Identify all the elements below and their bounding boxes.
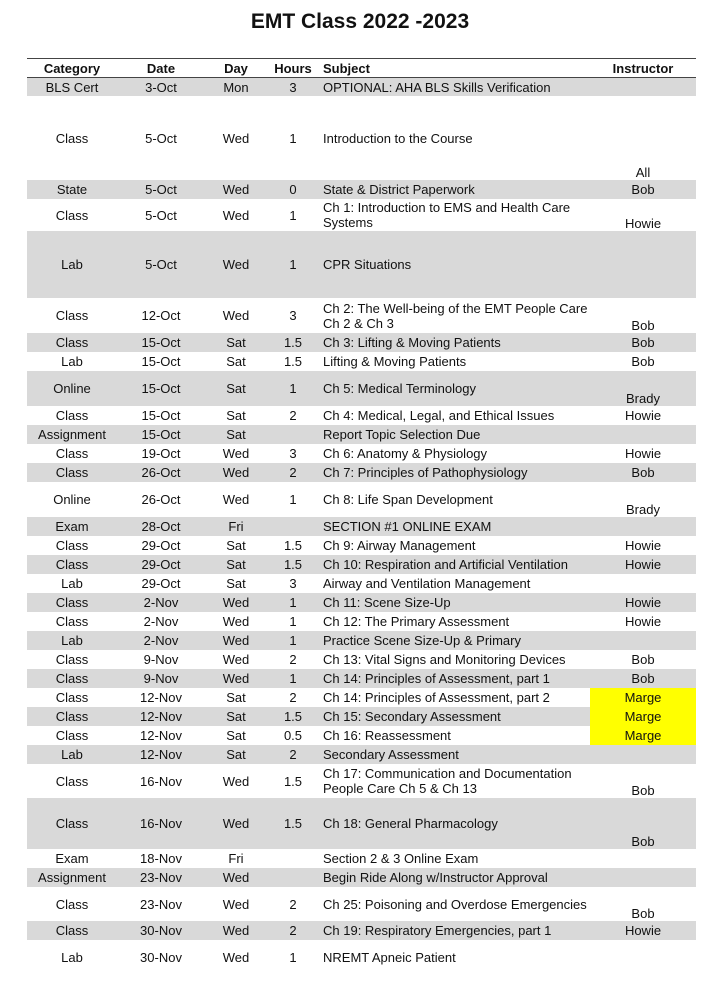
table-row [27,868,696,887]
cell-instructor [590,849,696,868]
cell-day: Wed [205,463,267,482]
cell-day: Mon [205,78,267,97]
table-row [27,650,696,669]
cell-category: Exam [27,517,117,536]
cell-hours: 1.5 [283,354,303,369]
table-row [27,798,696,849]
cell-category: State [27,180,117,199]
cell-subject: Ch 10: Respiration and Artificial Ventilation [319,555,590,574]
cell-category: Class [55,130,89,146]
cell-subject: Ch 14: Principles of Assessment, part 1 [319,669,590,688]
table-row [27,199,696,231]
cell-date: 3-Oct [117,78,205,97]
cell-category: Online [53,492,91,507]
table-row [27,669,696,688]
cell-instructor: Howie [624,408,662,423]
cell-hours: 1.5 [283,538,303,553]
cell-day: Sat [205,555,267,574]
cell-hours: 1 [267,669,319,688]
cell-date: 18-Nov [140,851,182,866]
cell-category: Assignment [27,425,117,444]
cell-instructor [590,631,696,650]
cell-date: 2-Nov [117,631,205,650]
table-row [27,517,696,536]
cell-subject: State & District Paperwork [319,180,590,199]
cell-subject: Ch 17: Communication and Documentation People Care Ch 5 & Ch 13 [323,766,572,796]
cell-subject: Ch 9: Airway Management [323,538,476,553]
cell-hours [267,868,319,887]
cell-hours [267,517,319,536]
cell-day: Wed [222,896,250,912]
cell-category: Class [27,669,117,688]
cell-day: Wed [205,921,267,940]
cell-hours: 3 [289,576,297,591]
cell-category: Online [27,371,117,406]
table-row [27,764,696,798]
cell-instructor: Marge [590,688,696,707]
cell-day: Sat [205,745,267,764]
header-subject: Subject [319,59,590,78]
cell-day: Wed [205,593,267,612]
cell-subject: Ch 2: The Well-being of the EMT People Care Ch 2 & Ch 3 [323,300,588,331]
cell-category: Class [55,728,89,743]
table-row [27,425,696,444]
cell-category: Class [55,538,89,553]
page-title: EMT Class 2022 -2023 [250,10,470,33]
cell-instructor: Marge [590,707,696,726]
table-row [27,593,696,612]
cell-category: Class [27,798,117,849]
cell-day: Sat [205,707,267,726]
cell-instructor: Marge [590,726,696,745]
cell-date: 2-Nov [143,614,179,629]
cell-subject: CPR Situations [319,231,590,298]
cell-hours: 3 [289,446,297,461]
cell-date: 12-Nov [117,745,205,764]
cell-day: Wed [222,773,250,789]
cell-subject: Ch 1: Introduction to EMS and Health Care Systems [323,200,571,230]
table-row [27,940,696,974]
cell-subject: Ch 7: Principles of Pathophysiology [319,463,590,482]
cell-category: Lab [61,354,83,369]
cell-day: Sat [226,728,246,743]
cell-subject: Ch 18: General Pharmacology [319,798,590,849]
table-row [27,463,696,482]
cell-hours: 1.5 [267,333,319,352]
cell-subject: Ch 6: Anatomy & Physiology [323,446,488,461]
cell-instructor: Bob [590,798,696,849]
cell-category: Lab [27,231,117,298]
cell-instructor [590,574,696,593]
cell-instructor [590,868,696,887]
cell-hours: 1 [267,231,319,298]
cell-category: Class [55,446,89,461]
table-row [27,96,696,180]
cell-day: Wed [222,308,250,323]
cell-date: 26-Oct [141,492,181,507]
table-row [27,536,696,555]
cell-hours: 2 [289,896,297,912]
cell-category: Lab [61,576,83,591]
cell-day: Wed [222,130,250,146]
cell-category: Class [27,463,117,482]
cell-instructor: Bob [590,669,696,688]
cell-category: Lab [61,949,83,965]
cell-day: Wed [205,669,267,688]
cell-day: Wed [205,631,267,650]
cell-date: 15-Oct [141,408,181,423]
table-row [27,333,696,352]
cell-day: Wed [222,949,250,965]
table-row [27,745,696,764]
cell-instructor: Howie [590,921,696,940]
cell-hours: 2 [289,652,297,667]
cell-category: Class [55,690,89,705]
cell-date: 30-Nov [117,921,205,940]
cell-instructor [590,745,696,764]
cell-category: Class [55,408,89,423]
cell-category: Class [55,614,89,629]
header-date: Date [117,59,205,78]
cell-hours: 1.5 [267,798,319,849]
cell-hours: 1 [289,614,297,629]
table-row [27,406,696,425]
cell-subject: Airway and Ventilation Management [323,576,531,591]
header-day: Day [205,59,267,78]
cell-instructor [590,517,696,536]
header-instructor: Instructor [590,59,696,78]
cell-date: 5-Oct [117,180,205,199]
cell-hours: 1 [289,949,297,965]
cell-hours: 2 [267,921,319,940]
cell-subject: Section 2 & 3 Online Exam [323,851,479,866]
cell-subject: Ch 25: Poisoning and Overdose Emergencies [323,896,587,912]
cell-instructor [590,940,696,974]
cell-subject: Ch 13: Vital Signs and Monitoring Devices [323,652,566,667]
cell-hours: 1 [267,631,319,650]
cell-category: Lab [27,631,117,650]
cell-hours: 2 [267,463,319,482]
cell-date: 12-Oct [141,308,181,323]
cell-category: Assignment [27,868,117,887]
cell-hours [267,849,319,868]
cell-instructor: All [635,165,651,180]
cell-hours: 0.5 [283,728,303,743]
cell-instructor: Bob [590,463,696,482]
cell-date: 30-Nov [140,949,182,965]
cell-subject: Ch 4: Medical, Legal, and Ethical Issues [323,408,555,423]
cell-subject: Ch 11: Scene Size-Up [319,593,590,612]
cell-date: 23-Nov [117,868,205,887]
cell-category: Class [55,207,89,223]
cell-day: Sat [226,354,246,369]
cell-date: 15-Oct [117,371,205,406]
cell-category: Class [27,707,117,726]
cell-instructor: Howie [624,614,662,629]
cell-date: 5-Oct [145,207,177,223]
cell-day: Sat [226,408,246,423]
cell-subject: Ch 3: Lifting & Moving Patients [319,333,590,352]
cell-instructor: Bob [590,333,696,352]
cell-day: Wed [222,446,250,461]
cell-day: Fri [228,851,244,866]
cell-hours: 1.5 [267,707,319,726]
table-row [27,444,696,463]
cell-day: Wed [205,798,267,849]
cell-date: 19-Oct [141,446,181,461]
cell-subject: Secondary Assessment [319,745,590,764]
cell-date: 23-Nov [140,896,182,912]
cell-date: 16-Nov [140,773,182,789]
cell-instructor: Bob [631,906,655,921]
cell-date: 9-Nov [117,669,205,688]
cell-date: 29-Oct [141,576,181,591]
table-row [27,887,696,921]
cell-date: 15-Oct [141,354,181,369]
cell-instructor [590,78,696,97]
header-category: Category [27,59,117,78]
cell-day: Sat [205,371,267,406]
cell-hours: 1 [267,593,319,612]
table-row [27,78,696,97]
schedule-table [27,58,696,974]
cell-subject: Ch 5: Medical Terminology [319,371,590,406]
table-row [27,726,696,745]
cell-instructor: Brady [626,502,660,517]
cell-hours: 1.5 [283,773,303,789]
cell-subject: Begin Ride Along w/Instructor Approval [319,868,590,887]
cell-category: Class [55,652,89,667]
cell-instructor [590,231,696,298]
cell-instructor: Bob [631,354,655,369]
table-row [27,555,696,574]
cell-hours: 1 [289,492,297,507]
cell-instructor: Howie [624,538,662,553]
cell-subject: Ch 15: Secondary Assessment [319,707,590,726]
table-row [27,631,696,650]
cell-day: Wed [222,652,250,667]
cell-instructor: Howie [590,555,696,574]
cell-hours: 1 [289,207,297,223]
cell-subject: NREMT Apneic Patient [323,949,456,965]
cell-subject: Ch 8: Life Span Development [323,492,493,507]
cell-date: 16-Nov [117,798,205,849]
cell-day: Fri [205,517,267,536]
cell-category: Exam [55,851,89,866]
cell-category: Class [27,555,117,574]
cell-date: 29-Oct [117,555,205,574]
cell-date: 26-Oct [117,463,205,482]
cell-subject: OPTIONAL: AHA BLS Skills Verification [319,78,590,97]
cell-hours: 2 [289,690,297,705]
cell-date: 12-Nov [140,690,182,705]
cell-hours: 3 [289,308,297,323]
cell-subject: SECTION #1 ONLINE EXAM [319,517,590,536]
cell-day: Sat [226,690,246,705]
table-row [27,707,696,726]
cell-hours: 1 [289,130,297,146]
cell-hours: 2 [267,745,319,764]
cell-hours: 3 [267,78,319,97]
table-row [27,371,696,406]
cell-day: Sat [226,576,246,591]
table-row [27,574,696,593]
cell-subject: Ch 16: Reassessment [323,728,451,743]
cell-subject: Ch 19: Respiratory Emergencies, part 1 [319,921,590,940]
cell-subject: Lifting & Moving Patients [323,354,467,369]
header-hours: Hours [267,59,319,78]
cell-category: Class [27,333,117,352]
cell-category: Class [27,593,117,612]
cell-instructor: Howie [590,593,696,612]
cell-date: 15-Oct [117,333,205,352]
table-row [27,612,696,631]
cell-category: Class [55,308,89,323]
cell-date: 5-Oct [117,231,205,298]
table-row [27,231,696,298]
cell-day: Wed [222,614,250,629]
cell-subject: Introduction to the Course [323,130,473,146]
cell-date: 28-Oct [117,517,205,536]
cell-instructor [590,425,696,444]
cell-hours [267,425,319,444]
cell-hours: 0 [267,180,319,199]
cell-day: Wed [222,207,250,223]
table-row [27,180,696,199]
cell-day: Wed [205,180,267,199]
cell-day: Sat [226,538,246,553]
cell-subject: Report Topic Selection Due [319,425,590,444]
cell-date: 2-Nov [117,593,205,612]
cell-instructor: Bob [631,652,655,667]
cell-instructor: Bob [631,318,655,333]
cell-date: 9-Nov [143,652,179,667]
cell-date: 12-Nov [140,728,182,743]
cell-subject: Practice Scene Size-Up & Primary [319,631,590,650]
cell-day: Sat [205,333,267,352]
cell-category: Lab [27,745,117,764]
cell-day: Wed [222,492,250,507]
table-row [27,298,696,333]
cell-day: Wed [205,868,267,887]
cell-instructor: Bob [590,180,696,199]
cell-category: Class [55,896,89,912]
table-row [27,352,696,371]
table-row [27,849,696,868]
cell-hours: 2 [289,408,297,423]
table-row [27,482,696,517]
cell-day: Wed [205,231,267,298]
cell-category: Class [27,921,117,940]
cell-subject: Ch 12: The Primary Assessment [323,614,510,629]
cell-date: 5-Oct [145,130,177,146]
cell-date: 29-Oct [141,538,181,553]
table-row [27,921,696,940]
cell-instructor: Howie [624,216,662,231]
cell-instructor: Brady [590,371,696,406]
cell-hours: 1.5 [267,555,319,574]
schedule-body [27,78,696,975]
cell-category: Class [55,773,89,789]
cell-instructor: Howie [624,446,662,461]
cell-subject: Ch 14: Principles of Assessment, part 2 [323,690,550,705]
cell-date: 12-Nov [117,707,205,726]
cell-category: BLS Cert [27,78,117,97]
header-row [27,59,696,78]
table-row [27,688,696,707]
cell-instructor: Bob [631,783,655,798]
cell-hours: 1 [267,371,319,406]
cell-date: 15-Oct [117,425,205,444]
cell-day: Sat [205,425,267,444]
